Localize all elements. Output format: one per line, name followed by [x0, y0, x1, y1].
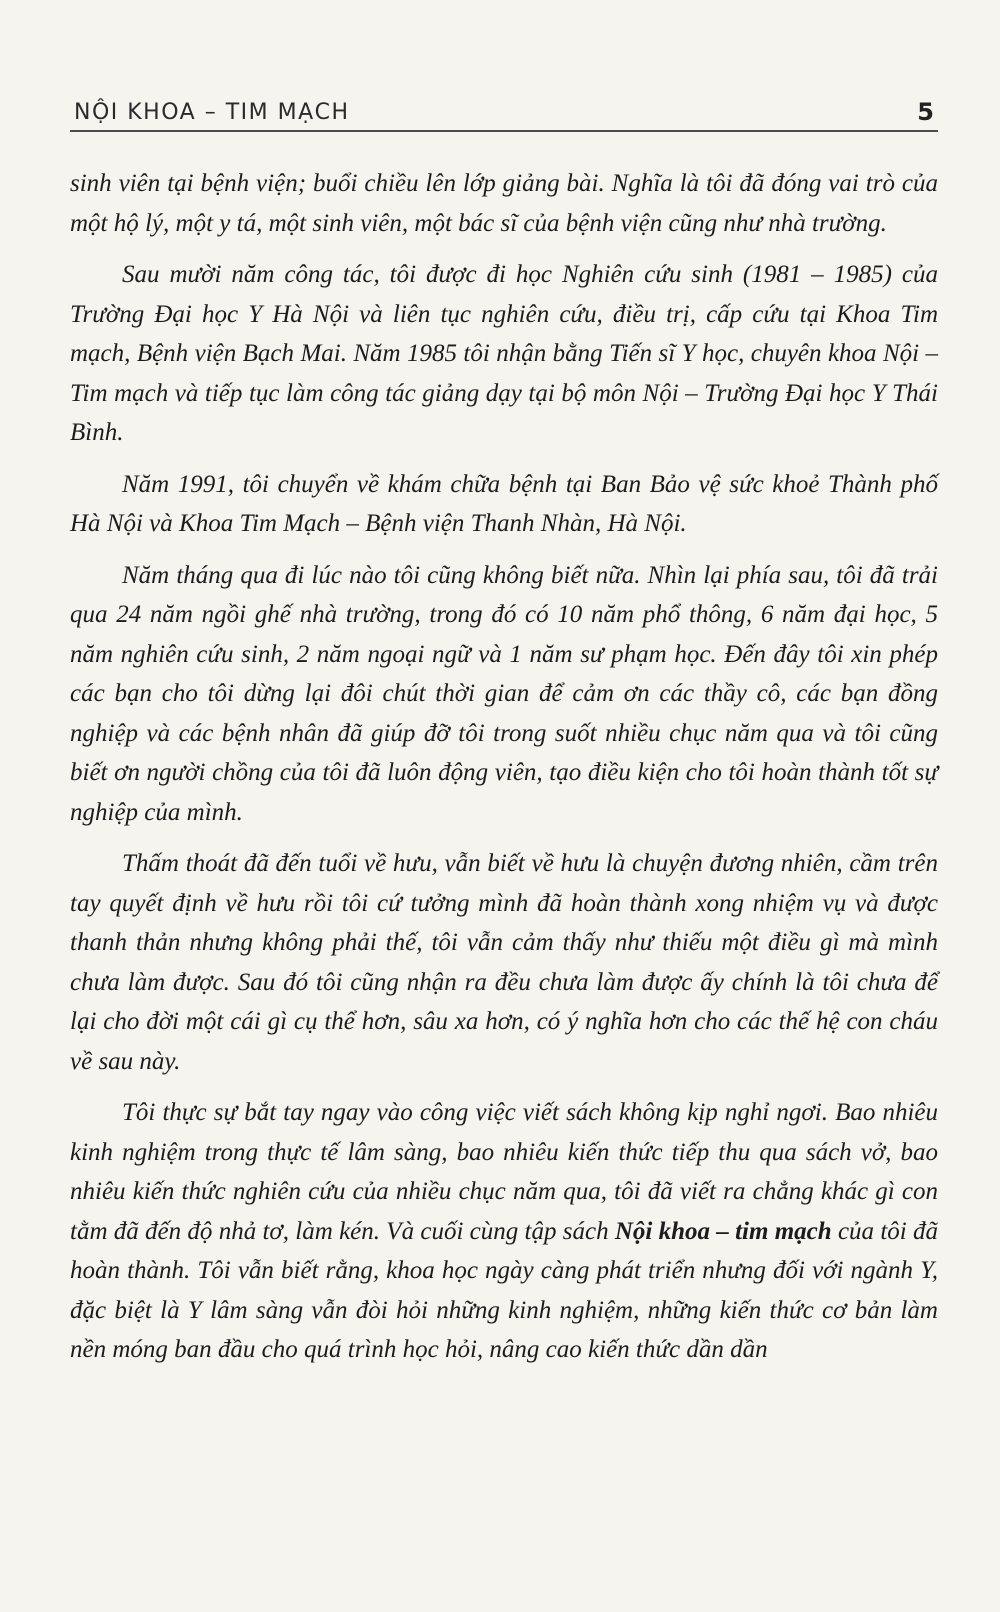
paragraph: [70, 1093, 938, 1370]
paragraph: Năm 1991, tôi chuyển về khám chữa bệnh tại Ban Bảo vệ sức khoẻ Thành phố Hà Nội và Khoa Tim Mạch – Bệnh viện Thanh Nhàn, Hà Nội.: [70, 470, 938, 537]
paragraph-text: Tôi thực sự bắt tay ngay vào công việc viết sách không kịp nghỉ ngơi. Bao nhiêu kinh nghiệm trong thực tế lâm sàng, bao nhiêu kiến thức tiếp thu qua sách vở, bao nhiêu kiến thức nghiên cứu của nhiều chục năm qua, tôi đã viết ra chẳng khác gì con tằm đã đến độ nhả tơ, làm kén. Và cuối cùng tập sách: [70, 1099, 938, 1245]
running-header: [70, 96, 938, 132]
paragraph: sinh viên tại bệnh viện; buổi chiều lên lớp giảng bài. Nghĩa là tôi đã đóng vai trò của một hộ lý, một y tá, một sinh viên, một bác sĩ của bệnh viện cũng như nhà trường.: [70, 170, 938, 237]
book-title-bold: Nội khoa – tim mạch: [614, 1217, 832, 1245]
paragraph-text: của tôi đã hoàn thành. Tôi vẫn biết rằng, khoa học ngày càng phát triển nhưng đối với ngành Y, đặc biệt là Y lâm sàng vẫn đòi hỏi những kinh nghiệm, những kiến thức cơ bản làm nền móng ban đầu cho quá trình học hỏi, nâng cao kiến thức dần dần: [70, 1217, 938, 1363]
running-header-title: NỘI KHOA – TIM MẠCH: [74, 100, 350, 125]
page-number: 5: [917, 98, 934, 126]
paragraph: Năm tháng qua đi lúc nào tôi cũng không biết nữa. Nhìn lại phía sau, tôi đã trải qua 24 năm ngồi ghế nhà trường, trong đó có 10 năm phổ thông, 6 năm đại học, 5 năm nghiên cứu sinh, 2 năm ngoại ngữ và 1 năm sư phạm học. Đến đây tôi xin phép các bạn cho tôi dừng lại đôi chút thời gian để cảm ơn các thầy cô, các bạn đồng nghiệp và các bệnh nhân đã giúp đỡ tôi trong suốt nhiều chục năm qua và tôi cũng biết ơn người chồng của tôi đã luôn động viên, tạo điều kiện cho tôi hoàn thành tốt sự nghiệp của mình.: [70, 561, 938, 826]
paragraph: Thấm thoát đã đến tuổi về hưu, vẫn biết về hưu là chuyện đương nhiên, cầm trên tay quyết định về hưu rồi tôi cứ tưởng mình đã hoàn thành xong nhiệm vụ và được thanh thản nhưng không phải thế, tôi vẫn cảm thấy như thiếu một điều gì mà mình chưa làm được. Sau đó tôi cũng nhận ra đều chưa làm được ấy chính là tôi chưa để lại cho đời một cái gì cụ thể hơn, sâu xa hơn, có ý nghĩa hơn cho các thế hệ con cháu về sau này.: [70, 850, 938, 1075]
paragraph: Sau mười năm công tác, tôi được đi học Nghiên cứu sinh (1981 – 1985) của Trường Đại học Y Hà Nội và liên tục nghiên cứu, điều trị, cấp cứu tại Khoa Tim mạch, Bệnh viện Bạch Mai. Năm 1985 tôi nhận bằng Tiến sĩ Y học, chuyên khoa Nội – Tim mạch và tiếp tục làm công tác giảng dạy tại bộ môn Nội – Trường Đại học Y Thái Bình.: [70, 261, 938, 446]
body-text: [70, 164, 938, 1382]
